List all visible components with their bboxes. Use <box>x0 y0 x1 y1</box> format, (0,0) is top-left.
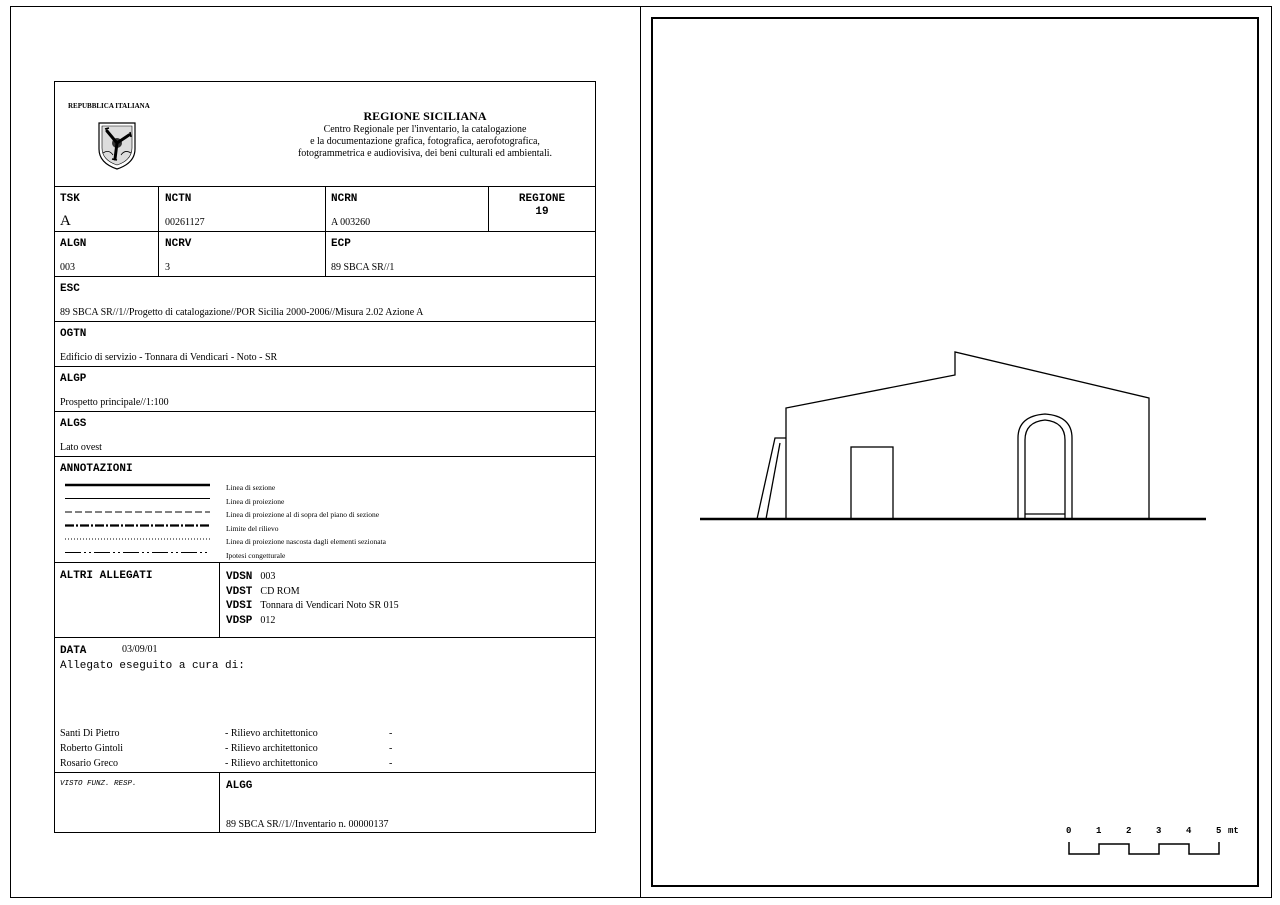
ncrn-label: NCRN <box>331 193 358 205</box>
altri-allegati-label: ALTRI ALLEGATI <box>60 570 153 582</box>
vds-list <box>226 569 399 627</box>
tsk-value: A <box>60 213 71 229</box>
line-legend-icon <box>65 479 215 559</box>
institute-text <box>255 124 595 160</box>
row-annotazioni <box>55 457 595 563</box>
scale-tick: 0 <box>1066 826 1072 836</box>
person-role: - Rilievo architettonico <box>225 728 318 739</box>
ogtn-label: OGTN <box>60 328 87 340</box>
institute-line: Centro Regionale per l'inventario, la catalogazione <box>323 124 527 135</box>
building-elevation-drawing <box>651 17 1259 887</box>
legend-item: Linea di proiezione al di sopra del piano di sezione <box>226 510 380 519</box>
facade-outline <box>786 352 1149 519</box>
scale-bar <box>1060 826 1250 862</box>
legend-labels <box>226 481 386 562</box>
person-extra: - <box>389 758 393 769</box>
scale-tick: 4 <box>1186 826 1192 836</box>
vdsi-value: Tonnara di Vendicari Noto SR 015 <box>260 600 399 611</box>
row-tsk <box>55 187 595 232</box>
vdsi-code: VDSI <box>226 600 253 612</box>
algn-value: 003 <box>60 262 75 273</box>
legend-item: Limite del rilievo <box>226 523 279 533</box>
scale-tick: 5 <box>1216 826 1222 836</box>
algn-label: ALGN <box>60 238 87 250</box>
vdst-value: CD ROM <box>260 585 300 597</box>
person-extra: - <box>389 743 393 754</box>
person-extra: - <box>389 728 393 739</box>
algs-value: Lato ovest <box>60 442 102 453</box>
ncrn-value: A 003260 <box>331 217 371 228</box>
page-divider <box>640 6 641 898</box>
algg-label: ALGG <box>226 780 253 792</box>
arched-door-outer <box>1018 414 1072 519</box>
legend-item: Ipotesi congetturale <box>226 550 286 560</box>
ogtn-value: Edificio di servizio - Tonnara di Vendicari - Noto - SR <box>60 352 278 363</box>
ecp-value: 89 SBCA SR//1 <box>331 262 395 273</box>
arched-door-inner <box>1025 420 1065 519</box>
scale-tick: 1 <box>1096 826 1102 836</box>
legend-item: Linea di proiezione <box>226 496 285 506</box>
visto-label: VISTO FUNZ. RESP. <box>60 780 137 788</box>
vdst-code: VDST <box>226 585 253 598</box>
regione-value: 19 <box>535 206 549 218</box>
data-label: DATA <box>60 645 87 657</box>
row-altri-allegati <box>55 563 595 638</box>
scale-tick: 2 <box>1126 826 1132 836</box>
nctn-value: 00261127 <box>165 217 205 228</box>
data-date: 03/09/01 <box>122 644 158 655</box>
row-algs <box>55 412 595 457</box>
scale-bar-graphic <box>1060 838 1230 860</box>
vds-item <box>226 613 399 628</box>
vdsn-code: VDSN <box>226 571 253 583</box>
sheet-header <box>55 82 595 187</box>
person-role: - Rilievo architettonico <box>225 758 318 769</box>
algp-label: ALGP <box>60 373 87 385</box>
ncrv-label: NCRV <box>165 238 192 250</box>
scale-unit: mt <box>1228 826 1239 836</box>
row-esc <box>55 277 595 322</box>
annotazioni-label: ANNOTAZIONI <box>60 463 133 475</box>
institute-line: fotogrammetrica e audiovisiva, dei beni culturali ed ambientali. <box>297 148 553 159</box>
cura-text: Allegato eseguito a cura di: <box>60 660 245 672</box>
republic-label: REPUBBLICA ITALIANA <box>68 102 150 110</box>
esc-value: 89 SBCA SR//1//Progetto di catalogazione//POR Sicilia 2000-2006//Misura 2.02 Azione A <box>60 307 424 318</box>
buttress-outline <box>757 438 786 519</box>
vdsp-value: 012 <box>260 614 276 626</box>
nctn-label: NCTN <box>165 193 192 205</box>
algp-value: Prospetto principale//1:100 <box>60 397 169 408</box>
region-title: REGIONE SICILIANA <box>363 109 487 123</box>
institute-line: e la documentazione grafica, fotografica, aerofotografica, <box>310 136 540 147</box>
ncrv-value: 3 <box>165 262 170 273</box>
algg-value: 89 SBCA SR//1//Inventario n. 00000137 <box>226 819 389 830</box>
row-data <box>55 638 595 773</box>
esc-label: ESC <box>60 283 80 295</box>
catalog-sheet <box>54 81 596 833</box>
vdsp-code: VDSP <box>226 614 253 627</box>
sicily-emblem-icon <box>95 119 139 176</box>
person-role: - Rilievo architettonico <box>225 743 318 754</box>
ecp-label: ECP <box>331 238 351 250</box>
legend-item: Linea di proiezione nascosta dagli elementi sezionata <box>226 537 386 546</box>
tsk-label: TSK <box>60 193 80 205</box>
person-name: Rosario Greco <box>60 758 119 769</box>
row-algg <box>55 773 595 832</box>
row-algn <box>55 232 595 277</box>
row-algp <box>55 367 595 412</box>
regione-label: REGIONE <box>518 193 566 205</box>
vdsn-value: 003 <box>260 571 276 582</box>
door-rect <box>851 447 893 519</box>
algs-label: ALGS <box>60 418 87 430</box>
person-name: Santi Di Pietro <box>60 728 120 739</box>
scale-tick: 3 <box>1156 826 1162 836</box>
legend-item: Linea di sezione <box>226 483 276 492</box>
row-ogtn <box>55 322 595 367</box>
person-name: Roberto Gintoli <box>60 743 124 754</box>
